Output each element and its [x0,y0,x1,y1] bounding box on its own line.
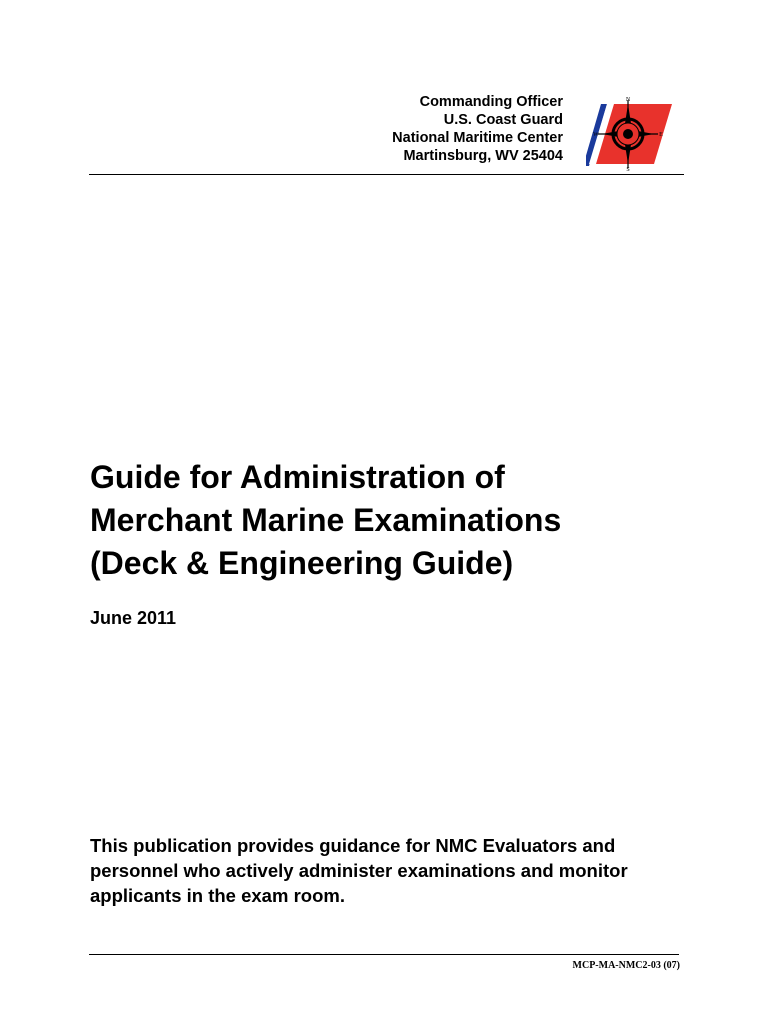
address-line-org: U.S. Coast Guard [443,112,563,128]
address-line-officer: Commanding Officer [419,94,563,110]
address-block [392,93,563,165]
title-line-2: Merchant Marine Examinations [90,502,562,538]
logo-north-label: N [625,97,631,103]
address-line-center: National Maritime Center [392,130,563,146]
publication-description: This publication provides guidance for NMC Evaluators and personnel who actively administer examinations and monitor applicants in the exam room. [90,835,628,906]
logo-east-label: E [659,132,663,138]
title-line-3: (Deck & Engineering Guide) [90,545,514,581]
document-title [90,456,561,585]
document-number: MCP-MA-NMC2-03 (07) [572,960,680,971]
header-divider [89,174,684,175]
footer-divider [89,954,679,955]
logo-west-label: W [593,132,599,138]
nmc-compass-logo-icon [586,94,672,172]
publication-date: June 2011 [90,608,177,628]
logo-south-label: S [626,167,630,172]
title-line-1: Guide for Administration of [90,459,505,495]
address-line-city: Martinsburg, WV 25404 [403,148,563,164]
